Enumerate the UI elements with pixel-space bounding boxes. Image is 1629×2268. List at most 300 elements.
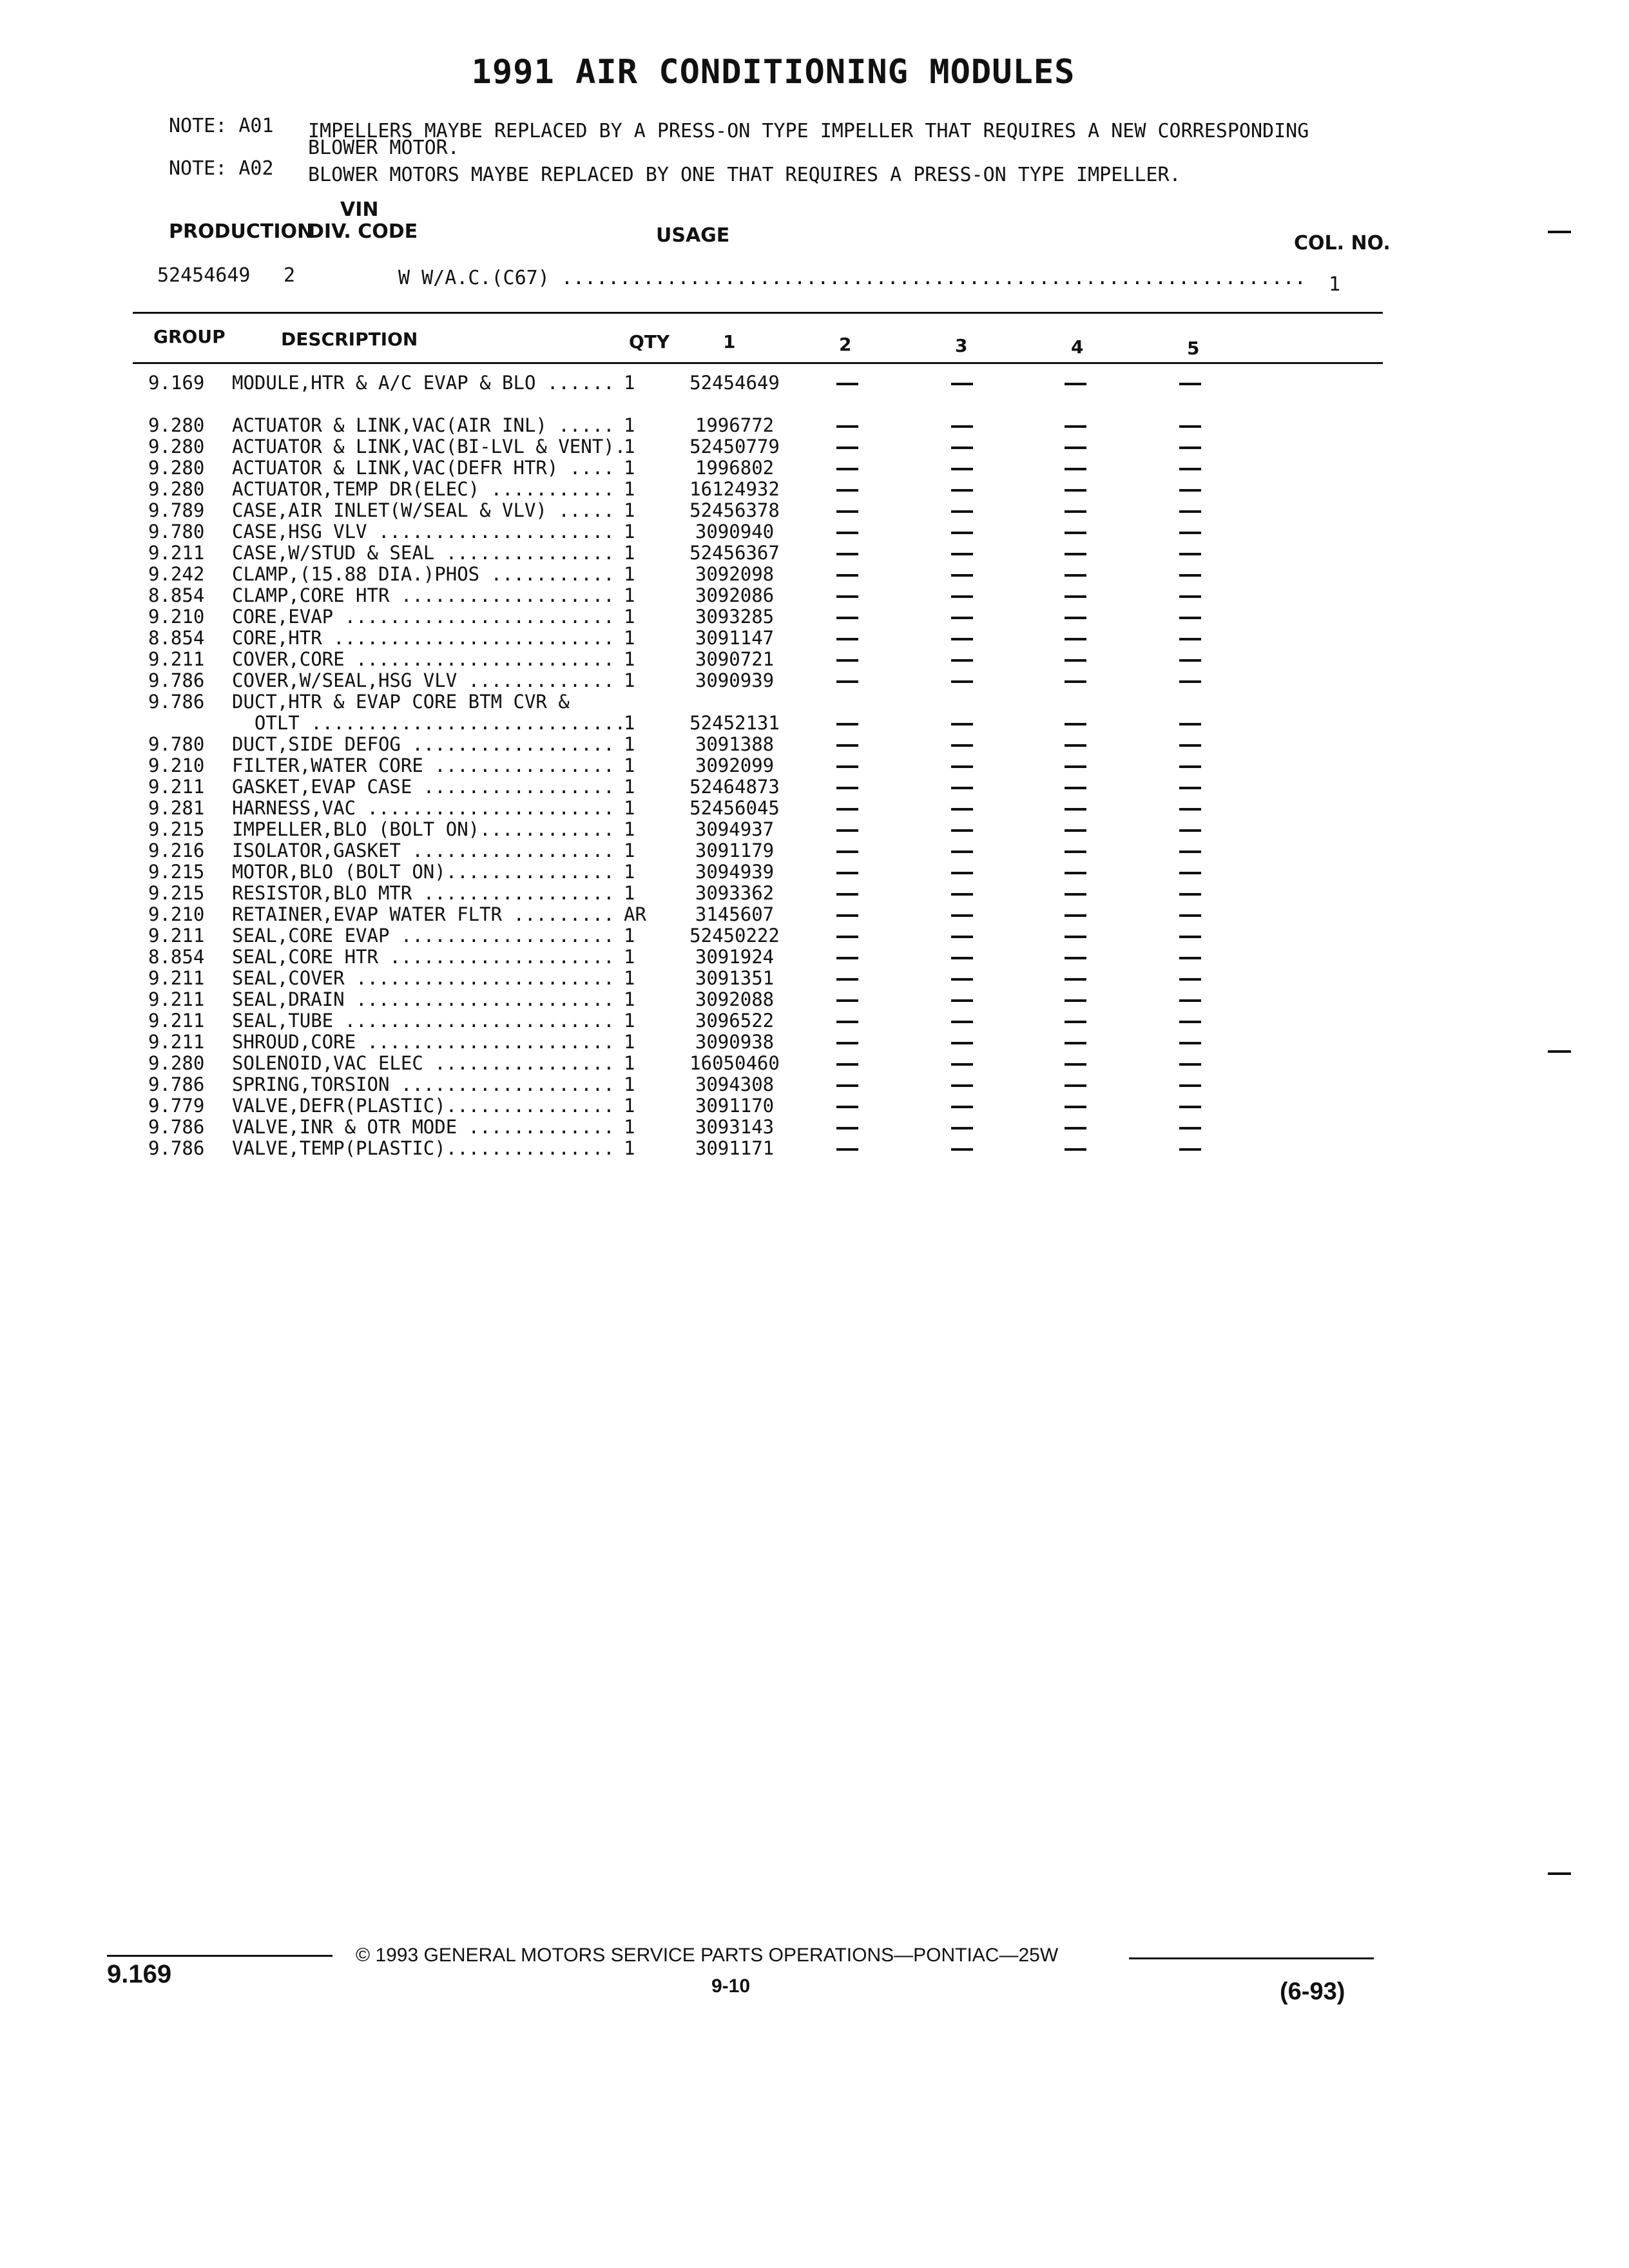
row-qty: 1: [624, 436, 635, 457]
row-description: RETAINER,EVAP WATER FLTR .........: [232, 903, 615, 925]
row-group: 8.854: [148, 584, 205, 606]
table-row: [0, 691, 1629, 713]
dash-col3: [951, 893, 973, 896]
row-qty: 1: [624, 627, 635, 649]
dash-col5: [1179, 680, 1201, 683]
row-part-number: 52456367: [689, 542, 780, 564]
dash-col5: [1179, 808, 1201, 811]
row-description: CASE,W/STUD & SEAL ...............: [232, 542, 615, 564]
row-group: 9.211: [148, 648, 205, 670]
dash-col3: [951, 1042, 973, 1044]
row-qty: 1: [624, 1095, 635, 1117]
dash-col2: [836, 532, 858, 534]
usage-production: 52454649: [157, 264, 251, 287]
dash-col3: [951, 872, 973, 874]
row-part-number: 3096522: [695, 1010, 775, 1032]
row-group: 9.280: [148, 457, 205, 479]
row-description: VALVE,TEMP(PLASTIC)...............: [232, 1137, 615, 1159]
row-group: 9.779: [148, 1095, 205, 1117]
row-group: 9.211: [148, 967, 205, 989]
table-row: [0, 628, 1629, 649]
dash-col4: [1065, 1021, 1086, 1023]
dash-col4: [1065, 1084, 1086, 1087]
row-part-number: 3092086: [695, 584, 775, 606]
dash-col4: [1065, 872, 1086, 874]
row-qty: 1: [624, 1116, 635, 1138]
dash-col5: [1179, 383, 1201, 385]
row-description: SOLENOID,VAC ELEC ................: [232, 1052, 615, 1074]
col4-header: 4: [1071, 336, 1084, 358]
dash-col2: [836, 1063, 858, 1066]
dash-col5: [1179, 574, 1201, 577]
dash-col4: [1065, 510, 1086, 513]
row-description: ISOLATOR,GASKET ..................: [232, 840, 615, 861]
row-group: 9.211: [148, 925, 205, 947]
dash-col2: [836, 723, 858, 726]
usage-div: 2: [284, 264, 296, 287]
dash-col4: [1065, 617, 1086, 619]
row-part-number: 1996772: [695, 414, 775, 436]
row-description: CASE,AIR INLET(W/SEAL & VLV) .....: [232, 499, 615, 521]
row-part-number: 3092099: [695, 754, 775, 776]
row-group: 9.210: [148, 903, 205, 925]
dash-col2: [836, 595, 858, 598]
table-row: [0, 883, 1629, 904]
row-qty: 1: [624, 861, 635, 883]
dash-col5: [1179, 936, 1201, 938]
table-row: [0, 670, 1629, 691]
dash-col3: [951, 595, 973, 598]
row-group: 9.169: [148, 372, 205, 394]
row-part-number: 3091924: [695, 946, 775, 968]
table-row: [0, 649, 1629, 670]
dash-col4: [1065, 553, 1086, 555]
footer-rule-left: [107, 1955, 333, 1957]
table-row: [0, 1117, 1629, 1138]
vin-header: VIN: [340, 198, 379, 221]
row-part-number: 3094939: [695, 861, 775, 883]
row-group: 9.210: [148, 606, 205, 628]
row-qty: 1: [624, 648, 635, 670]
dash-col3: [951, 638, 973, 640]
row-group: 9.789: [148, 499, 205, 521]
row-group: 9.280: [148, 1052, 205, 1074]
dash-col5: [1179, 1106, 1201, 1108]
table-row: [0, 989, 1629, 1010]
dash-col4: [1065, 914, 1086, 917]
row-qty: 1: [624, 925, 635, 947]
row-part-number: 3090721: [695, 648, 775, 670]
usage-header: USAGE: [656, 224, 730, 247]
dash-col3: [951, 447, 973, 449]
dash-col2: [836, 829, 858, 832]
dash-col4: [1065, 468, 1086, 470]
col1-header: 1: [723, 331, 736, 352]
row-description: HARNESS,VAC ......................: [232, 797, 615, 819]
dash-col5: [1179, 553, 1201, 555]
table-row: [0, 564, 1629, 585]
row-description: DUCT,HTR & EVAP CORE BTM CVR &: [232, 691, 570, 713]
row-group: 9.280: [148, 478, 205, 500]
row-qty: 1: [624, 478, 635, 500]
row-qty: 1: [624, 563, 635, 585]
dash-col5: [1179, 1063, 1201, 1066]
table-row: [0, 819, 1629, 840]
row-group: 9.281: [148, 797, 205, 819]
row-description: COVER,W/SEAL,HSG VLV .............: [232, 669, 615, 691]
dash-col2: [836, 680, 858, 683]
table-row: [0, 947, 1629, 968]
row-qty: 1: [624, 946, 635, 968]
row-description: DUCT,SIDE DEFOG ..................: [232, 733, 615, 755]
row-group: 9.280: [148, 436, 205, 457]
dash-col3: [951, 532, 973, 534]
dash-col4: [1065, 1127, 1086, 1129]
row-group: 9.215: [148, 861, 205, 883]
row-group: 9.280: [148, 414, 205, 436]
dash-col3: [951, 829, 973, 832]
dash-col4: [1065, 574, 1086, 577]
row-part-number: 52464873: [689, 776, 780, 798]
table-row: [0, 798, 1629, 819]
dash-col5: [1179, 638, 1201, 640]
dash-col3: [951, 999, 973, 1002]
row-part-number: 3093285: [695, 606, 775, 628]
row-description: CORE,HTR .........................: [232, 627, 615, 649]
row-part-number: 3092088: [695, 988, 775, 1010]
dash-col2: [836, 1127, 858, 1129]
row-part-number: 52452131: [689, 712, 780, 734]
row-part-number: 3145607: [695, 903, 775, 925]
row-description: VALVE,INR & OTR MODE .............: [232, 1116, 615, 1138]
dash-col3: [951, 553, 973, 555]
dash-col2: [836, 850, 858, 853]
top-rule: [133, 312, 1383, 314]
table-row: [0, 436, 1629, 457]
dash-col2: [836, 914, 858, 917]
dash-col4: [1065, 1148, 1086, 1151]
table-row: [0, 372, 1629, 394]
dash-col2: [836, 510, 858, 513]
table-row: [0, 925, 1629, 947]
dash-col3: [951, 468, 973, 470]
footer-rule-right: [1129, 1957, 1374, 1959]
dash-col3: [951, 765, 973, 768]
dash-col3: [951, 489, 973, 492]
dash-col3: [951, 850, 973, 853]
row-part-number: 3091171: [695, 1137, 775, 1159]
table-row: [0, 1053, 1629, 1074]
row-description: SEAL,COVER .......................: [232, 967, 615, 989]
row-qty: 1: [624, 712, 635, 734]
row-qty: 1: [624, 797, 635, 819]
row-part-number: 3090938: [695, 1031, 775, 1053]
dash-col4: [1065, 957, 1086, 959]
row-group: 9.211: [148, 1010, 205, 1032]
row-qty: AR: [624, 903, 646, 925]
footer-page-number: 9-10: [711, 1975, 751, 1997]
dash-col5: [1179, 595, 1201, 598]
note-a02-text: BLOWER MOTORS MAYBE REPLACED BY ONE THAT REQUIRES A PRESS-ON TYPE IMPELLER.: [308, 164, 1181, 186]
table-row: [0, 861, 1629, 883]
dash-col4: [1065, 744, 1086, 747]
table-row: [0, 585, 1629, 606]
dash-col2: [836, 1106, 858, 1108]
dash-col5: [1179, 510, 1201, 513]
dash-col2: [836, 638, 858, 640]
row-qty: 1: [624, 733, 635, 755]
dash-col4: [1065, 532, 1086, 534]
dash-col2: [836, 659, 858, 662]
dash-col2: [836, 744, 858, 747]
dash-col2: [836, 765, 858, 768]
row-part-number: 3090939: [695, 669, 775, 691]
row-part-number: 1996802: [695, 457, 775, 479]
dash-col2: [836, 936, 858, 938]
row-group: 9.242: [148, 563, 205, 585]
dash-col4: [1065, 723, 1086, 726]
row-qty: 1: [624, 414, 635, 436]
row-qty: 1: [624, 669, 635, 691]
row-description: OTLT ............................: [232, 712, 626, 734]
dash-col3: [951, 808, 973, 811]
dash-col4: [1065, 936, 1086, 938]
table-row: [0, 776, 1629, 798]
dash-col3: [951, 680, 973, 683]
row-description: SEAL,CORE HTR ....................: [232, 946, 615, 968]
dash-col4: [1065, 978, 1086, 981]
row-description: GASKET,EVAP CASE .................: [232, 776, 615, 798]
row-description: CLAMP,CORE HTR ...................: [232, 584, 615, 606]
dash-col2: [836, 447, 858, 449]
row-part-number: 3091179: [695, 840, 775, 861]
usage-code: W W/A.C.(C67) ................................................................: [398, 267, 1306, 289]
table-row: [0, 968, 1629, 989]
qty-header: QTY: [629, 331, 670, 352]
dash-col3: [951, 936, 973, 938]
dash-col5: [1179, 659, 1201, 662]
row-group: 9.215: [148, 818, 205, 840]
dash-col4: [1065, 595, 1086, 598]
dash-col5: [1179, 1127, 1201, 1129]
row-description: MOTOR,BLO (BOLT ON)...............: [232, 861, 615, 883]
dash-col2: [836, 425, 858, 428]
row-group: 9.780: [148, 733, 205, 755]
table-row: [0, 479, 1629, 500]
dash-col5: [1179, 1084, 1201, 1087]
row-part-number: 52456045: [689, 797, 780, 819]
row-group: 9.786: [148, 1116, 205, 1138]
row-group: 9.210: [148, 754, 205, 776]
table-row: [0, 606, 1629, 628]
dash-col4: [1065, 638, 1086, 640]
margin-mark: [1548, 1872, 1571, 1875]
row-description: MODULE,HTR & A/C EVAP & BLO ......: [232, 372, 615, 394]
description-header: DESCRIPTION: [281, 329, 418, 350]
row-description: VALVE,DEFR(PLASTIC)...............: [232, 1095, 615, 1117]
dash-col3: [951, 723, 973, 726]
row-qty: 1: [624, 1010, 635, 1032]
table-row: [0, 713, 1629, 734]
table-row: [0, 543, 1629, 564]
col2-header: 2: [839, 334, 852, 355]
row-group: 9.216: [148, 840, 205, 861]
dash-col2: [836, 872, 858, 874]
dash-col3: [951, 617, 973, 619]
row-part-number: 16050460: [689, 1052, 780, 1074]
dash-col2: [836, 1084, 858, 1087]
production-header: PRODUCTION: [169, 220, 314, 243]
row-qty: 1: [624, 606, 635, 628]
row-description: CORE,EVAP ........................: [232, 606, 615, 628]
table-row: [0, 1032, 1629, 1053]
dash-col4: [1065, 659, 1086, 662]
dash-col5: [1179, 999, 1201, 1002]
dash-col4: [1065, 829, 1086, 832]
dash-col5: [1179, 957, 1201, 959]
row-part-number: 52456378: [689, 499, 780, 521]
dash-col3: [951, 574, 973, 577]
dash-col2: [836, 978, 858, 981]
table-row: [0, 415, 1629, 436]
row-qty: 1: [624, 1052, 635, 1074]
dash-col2: [836, 957, 858, 959]
dash-col2: [836, 1148, 858, 1151]
dash-col3: [951, 659, 973, 662]
div-code-header: DIV. CODE: [308, 220, 418, 243]
row-description: SPRING,TORSION ...................: [232, 1073, 615, 1095]
table-row: [0, 840, 1629, 861]
table-row: [0, 734, 1629, 755]
dash-col2: [836, 489, 858, 492]
dash-col5: [1179, 489, 1201, 492]
dash-col4: [1065, 850, 1086, 853]
row-part-number: 52454649: [689, 372, 780, 394]
row-qty: 1: [624, 967, 635, 989]
row-qty: 1: [624, 1137, 635, 1159]
note-a02-label: NOTE: A02: [169, 157, 274, 180]
group-header: GROUP: [153, 326, 226, 347]
row-group: 9.786: [148, 669, 205, 691]
dash-col5: [1179, 872, 1201, 874]
row-description: SHROUD,CORE ......................: [232, 1031, 615, 1053]
dash-col4: [1065, 999, 1086, 1002]
row-group: 9.211: [148, 542, 205, 564]
row-description: SEAL,CORE EVAP ...................: [232, 925, 615, 947]
row-part-number: 52450779: [689, 436, 780, 457]
row-part-number: 3091147: [695, 627, 775, 649]
col3-header: 3: [955, 335, 968, 356]
dash-col5: [1179, 1021, 1201, 1023]
row-group: 8.854: [148, 627, 205, 649]
dash-col3: [951, 510, 973, 513]
dash-col5: [1179, 532, 1201, 534]
table-row: [0, 457, 1629, 479]
dash-col5: [1179, 723, 1201, 726]
row-part-number: 3091388: [695, 733, 775, 755]
row-qty: 1: [624, 840, 635, 861]
row-description: ACTUATOR & LINK,VAC(AIR INL) .....: [232, 414, 615, 436]
row-description: RESISTOR,BLO MTR .................: [232, 882, 615, 904]
dash-col5: [1179, 617, 1201, 619]
dash-col2: [836, 1021, 858, 1023]
dash-col3: [951, 914, 973, 917]
dash-col5: [1179, 468, 1201, 470]
dash-col2: [836, 553, 858, 555]
note-a01-label: NOTE: A01: [169, 115, 274, 137]
dash-col5: [1179, 744, 1201, 747]
row-description: FILTER,WATER CORE ................: [232, 754, 615, 776]
dash-col5: [1179, 829, 1201, 832]
row-group: 9.211: [148, 988, 205, 1010]
table-row: [0, 1074, 1629, 1095]
row-part-number: 3094308: [695, 1073, 775, 1095]
row-group: 9.780: [148, 521, 205, 543]
row-description: CLAMP,(15.88 DIA.)PHOS ...........: [232, 563, 615, 585]
note-a01-text: IMPELLERS MAYBE REPLACED BY A PRESS-ON TYPE IMPELLER THAT REQUIRES A NEW CORRESPONDING: [308, 120, 1309, 142]
dash-col4: [1065, 808, 1086, 811]
footer-copyright: © 1993 GENERAL MOTORS SERVICE PARTS OPERATIONS—PONTIAC—25W: [356, 1945, 1059, 1966]
row-group: 9.786: [148, 1137, 205, 1159]
table-row: [0, 1095, 1629, 1117]
dash-col5: [1179, 1148, 1201, 1151]
row-part-number: 52450222: [689, 925, 780, 947]
dash-col2: [836, 468, 858, 470]
row-group: 9.211: [148, 1031, 205, 1053]
margin-mark: [1548, 231, 1571, 233]
table-row: [0, 904, 1629, 925]
row-part-number: 3091170: [695, 1095, 775, 1117]
footer-date-code: (6-93): [1280, 1978, 1345, 2005]
table-row: [0, 500, 1629, 521]
dash-col4: [1065, 489, 1086, 492]
dash-col4: [1065, 1063, 1086, 1066]
row-group: 9.215: [148, 882, 205, 904]
dash-col3: [951, 787, 973, 789]
row-description: SEAL,TUBE ........................: [232, 1010, 615, 1032]
row-qty: 1: [624, 818, 635, 840]
dash-col5: [1179, 447, 1201, 449]
usage-col: 1: [1329, 273, 1341, 296]
row-group: 9.786: [148, 691, 205, 713]
row-description: SEAL,DRAIN .......................: [232, 988, 615, 1010]
dash-col5: [1179, 765, 1201, 768]
table-row: [0, 1010, 1629, 1032]
dash-col3: [951, 1084, 973, 1087]
dash-col4: [1065, 1042, 1086, 1044]
dash-col4: [1065, 765, 1086, 768]
note-a01-text-cont: BLOWER MOTOR.: [308, 137, 459, 159]
row-description: COVER,CORE .......................: [232, 648, 615, 670]
dash-col2: [836, 893, 858, 896]
dash-col5: [1179, 787, 1201, 789]
dash-col2: [836, 383, 858, 385]
row-part-number: 3093362: [695, 882, 775, 904]
table-row: [0, 1138, 1629, 1159]
row-part-number: 3091351: [695, 967, 775, 989]
dash-col4: [1065, 383, 1086, 385]
header-rule: [133, 362, 1383, 364]
row-qty: 1: [624, 499, 635, 521]
dash-col5: [1179, 978, 1201, 981]
row-qty: 1: [624, 584, 635, 606]
row-qty: 1: [624, 372, 635, 394]
dash-col5: [1179, 1042, 1201, 1044]
dash-col3: [951, 744, 973, 747]
dash-col4: [1065, 425, 1086, 428]
row-qty: 1: [624, 754, 635, 776]
dash-col3: [951, 957, 973, 959]
